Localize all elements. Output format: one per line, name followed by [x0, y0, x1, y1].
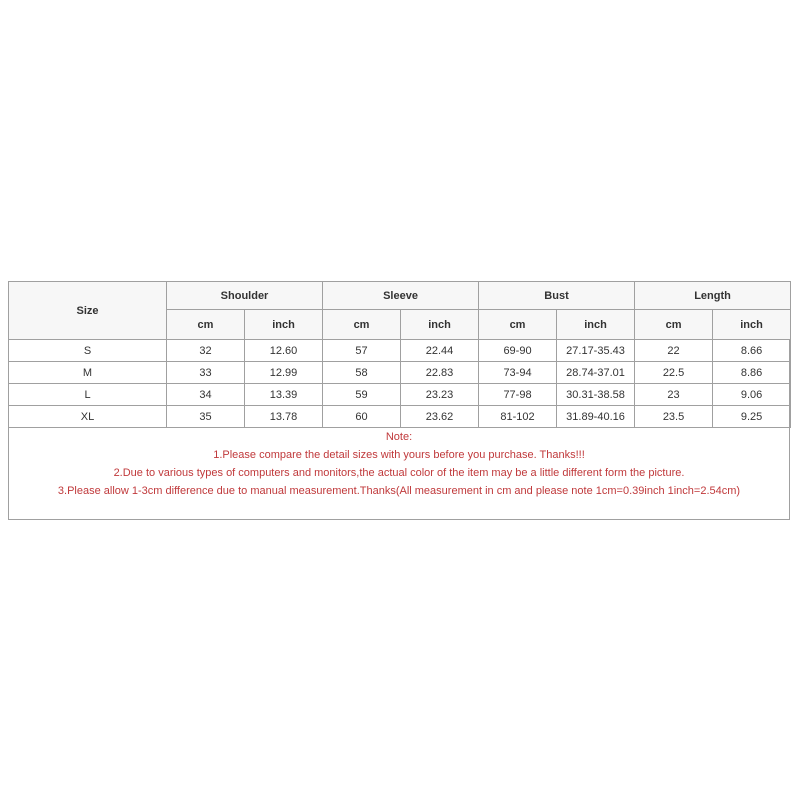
cell-value: 22.44 [401, 340, 479, 362]
cell-value: 13.78 [245, 406, 323, 428]
header-row-groups [9, 282, 791, 310]
header-length: Length [635, 282, 791, 310]
cell-size: XL [9, 406, 167, 428]
cell-value: 58 [323, 362, 401, 384]
cell-value: 81-102 [479, 406, 557, 428]
cell-value: 60 [323, 406, 401, 428]
size-table [8, 281, 791, 428]
cell-value: 9.25 [713, 406, 791, 428]
table-row [9, 340, 791, 362]
cell-value: 8.86 [713, 362, 791, 384]
cell-value: 32 [167, 340, 245, 362]
cell-value: 35 [167, 406, 245, 428]
cell-value: 59 [323, 384, 401, 406]
notes-section [9, 428, 789, 500]
cell-value: 69-90 [479, 340, 557, 362]
table-row [9, 406, 791, 428]
header-unit-cm: cm [167, 310, 245, 340]
header-unit-inch: inch [557, 310, 635, 340]
header-unit-inch: inch [713, 310, 791, 340]
cell-value: 30.31-38.58 [557, 384, 635, 406]
header-unit-inch: inch [401, 310, 479, 340]
header-unit-inch: inch [245, 310, 323, 340]
cell-value: 12.99 [245, 362, 323, 384]
cell-value: 9.06 [713, 384, 791, 406]
table-row [9, 362, 791, 384]
cell-value: 57 [323, 340, 401, 362]
cell-value: 28.74-37.01 [557, 362, 635, 384]
header-bust: Bust [479, 282, 635, 310]
cell-value: 33 [167, 362, 245, 384]
cell-value: 34 [167, 384, 245, 406]
cell-value: 23.62 [401, 406, 479, 428]
cell-value: 31.89-40.16 [557, 406, 635, 428]
cell-size: M [9, 362, 167, 384]
header-size: Size [9, 282, 167, 340]
size-chart [8, 281, 790, 520]
cell-value: 23.5 [635, 406, 713, 428]
cell-value: 22.5 [635, 362, 713, 384]
cell-size: L [9, 384, 167, 406]
cell-value: 12.60 [245, 340, 323, 362]
note-line-2: 2.Due to various types of computers and monitors,the actual color of the item may be a little different form the picture. [113, 467, 685, 479]
cell-size: S [9, 340, 167, 362]
header-unit-cm: cm [323, 310, 401, 340]
header-unit-cm: cm [635, 310, 713, 340]
note-line-1: 1.Please compare the detail sizes with yours before you purchase. Thanks!!! [213, 449, 585, 461]
header-sleeve: Sleeve [323, 282, 479, 310]
note-title: Note: [385, 431, 413, 443]
cell-value: 22 [635, 340, 713, 362]
cell-value: 77-98 [479, 384, 557, 406]
cell-value: 23.23 [401, 384, 479, 406]
cell-value: 8.66 [713, 340, 791, 362]
header-unit-cm: cm [479, 310, 557, 340]
cell-value: 22.83 [401, 362, 479, 384]
cell-value: 23 [635, 384, 713, 406]
cell-value: 13.39 [245, 384, 323, 406]
cell-value: 73-94 [479, 362, 557, 384]
table-row [9, 384, 791, 406]
cell-value: 27.17-35.43 [557, 340, 635, 362]
header-shoulder: Shoulder [167, 282, 323, 310]
note-line-3: 3.Please allow 1-3cm difference due to manual measurement.Thanks(All measurement in cm and please note 1cm=0.39inch 1inch=2.54cm) [57, 485, 741, 497]
